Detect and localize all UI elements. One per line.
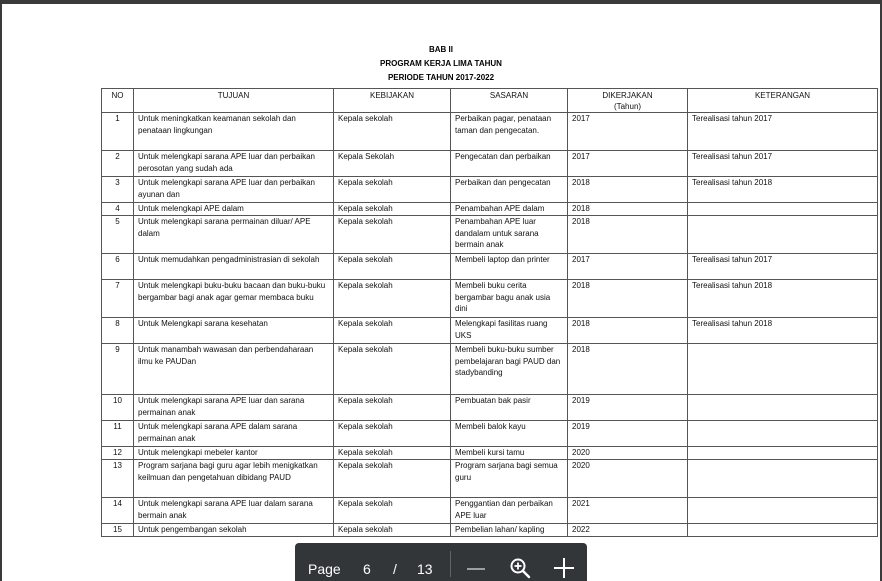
cell-tahun: 2020 bbox=[568, 447, 688, 460]
cell-kebijakan: Kepala sekolah bbox=[334, 177, 451, 203]
cell-ket: Terealisasi tahun 2018 bbox=[688, 318, 878, 344]
cell-ket bbox=[688, 421, 878, 447]
cell-sasaran: Melengkapi fasilitas ruang UKS bbox=[451, 318, 568, 344]
cell-kebijakan: Kepala sekolah bbox=[334, 113, 451, 151]
cell-tujuan: Untuk melengkapi sarana APE luar dan perbaikan perosotan yang sudah ada bbox=[134, 151, 334, 177]
col-header-dikerjakan: DIKERJAKAN (Tahun) bbox=[568, 89, 688, 113]
cell-tahun: 2018 bbox=[568, 203, 688, 216]
cell-no: 11 bbox=[102, 421, 134, 447]
cell-sasaran: Penggantian dan perbaikan APE luar bbox=[451, 498, 568, 524]
cell-tujuan: Program sarjana bagi guru agar lebih menigkatkan keilmuan dan pengetahuan dibidang PAUD bbox=[134, 460, 334, 498]
cell-sasaran: Membeli kursi tamu bbox=[451, 447, 568, 460]
cell-kebijakan: Kepala Sekolah bbox=[334, 151, 451, 177]
col-header-sasaran: SASARAN bbox=[451, 89, 568, 113]
cell-tujuan: Untuk memudahkan pengadministrasian di sekolah bbox=[134, 254, 334, 280]
table-row bbox=[102, 216, 878, 254]
cell-tujuan: Untuk Melengkapi sarana kesehatan bbox=[134, 318, 334, 344]
table-row bbox=[102, 447, 878, 460]
cell-tahun: 2019 bbox=[568, 421, 688, 447]
cell-kebijakan: Kepala sekolah bbox=[334, 460, 451, 498]
cell-kebijakan: Kepala sekolah bbox=[334, 421, 451, 447]
cell-kebijakan: Kepala sekolah bbox=[334, 216, 451, 254]
cell-no: 7 bbox=[102, 280, 134, 318]
toolbar-divider bbox=[450, 551, 451, 577]
cell-ket bbox=[688, 460, 878, 498]
chapter-title: BAB II bbox=[429, 45, 453, 54]
page-label: Page bbox=[308, 561, 341, 577]
cell-ket: Terealisasi tahun 2017 bbox=[688, 254, 878, 280]
cell-ket bbox=[688, 344, 878, 395]
cell-tahun: 2018 bbox=[568, 344, 688, 395]
table-row bbox=[102, 395, 878, 421]
cell-tujuan: Untuk melengkapi sarana APE luar dan sarana permainan anak bbox=[134, 395, 334, 421]
cell-tujuan: Untuk pengembangan sekolah bbox=[134, 524, 334, 537]
cell-ket: Terealisasi tahun 2018 bbox=[688, 177, 878, 203]
cell-no: 2 bbox=[102, 151, 134, 177]
cell-kebijakan: Kepala sekolah bbox=[334, 524, 451, 537]
cell-sasaran: Perbaikan dan pengecatan bbox=[451, 177, 568, 203]
cell-kebijakan: Kepala sekolah bbox=[334, 447, 451, 460]
table-body bbox=[102, 113, 878, 537]
col-header-no: NO bbox=[102, 89, 134, 113]
period-title: PERIODE TAHUN 2017-2022 bbox=[387, 73, 495, 82]
table-row bbox=[102, 151, 878, 177]
cell-tujuan: Untuk melengkapi sarana APE luar dalam sarana bermain anak bbox=[134, 498, 334, 524]
cell-ket bbox=[688, 447, 878, 460]
cell-no: 4 bbox=[102, 203, 134, 216]
cell-tujuan: Untuk melengkapi mebeler kantor bbox=[134, 447, 334, 460]
cell-kebijakan: Kepala sekolah bbox=[334, 318, 451, 344]
cell-no: 14 bbox=[102, 498, 134, 524]
cell-sasaran: Penambahan APE luar dandalam untuk sarana bermain anak bbox=[451, 216, 568, 254]
table-header-row bbox=[102, 89, 878, 113]
table-row bbox=[102, 177, 878, 203]
cell-kebijakan: Kepala sekolah bbox=[334, 498, 451, 524]
cell-no: 3 bbox=[102, 177, 134, 203]
cell-tahun: 2022 bbox=[568, 524, 688, 537]
cell-no: 12 bbox=[102, 447, 134, 460]
table-row bbox=[102, 203, 878, 216]
cell-no: 13 bbox=[102, 460, 134, 498]
cell-kebijakan: Kepala sekolah bbox=[334, 395, 451, 421]
program-title: PROGRAM KERJA LIMA TAHUN bbox=[380, 59, 502, 68]
cell-tujuan: Untuk meningkatkan keamanan sekolah dan penataan lingkungan bbox=[134, 113, 334, 151]
cell-ket bbox=[688, 395, 878, 421]
cell-tahun: 2018 bbox=[568, 280, 688, 318]
col-header-tujuan: TUJUAN bbox=[134, 89, 334, 113]
cell-ket: Terealisasi tahun 2017 bbox=[688, 113, 878, 151]
cell-tahun: 2021 bbox=[568, 498, 688, 524]
cell-tujuan: Untuk melengkapi buku-buku bacaan dan buku-buku bergambar bagi anak agar gemar membaca buku bbox=[134, 280, 334, 318]
cell-ket bbox=[688, 498, 878, 524]
col-header-keterangan: KETERANGAN bbox=[688, 89, 878, 113]
cell-tujuan: Untuk melengkapi sarana APE dalam sarana permainan anak bbox=[134, 421, 334, 447]
cell-kebijakan: Kepala sekolah bbox=[334, 203, 451, 216]
program-table bbox=[101, 88, 878, 537]
table-row bbox=[102, 421, 878, 447]
cell-kebijakan: Kepala sekolah bbox=[334, 344, 451, 395]
cell-sasaran: Penambahan APE dalam bbox=[451, 203, 568, 216]
cell-no: 9 bbox=[102, 344, 134, 395]
cell-tujuan: Untuk manambah wawasan dan perbendaharaan ilmu ke PAUDan bbox=[134, 344, 334, 395]
cell-ket bbox=[688, 524, 878, 537]
cell-sasaran: Membeli buku-buku sumber pembelajaran bagi PAUD dan stadybanding bbox=[451, 344, 568, 395]
document-page bbox=[2, 4, 880, 581]
cell-no: 10 bbox=[102, 395, 134, 421]
cell-sasaran: Perbaikan pagar, penataan taman dan pengecatan. bbox=[451, 113, 568, 151]
table-row bbox=[102, 498, 878, 524]
table-row bbox=[102, 460, 878, 498]
cell-tahun: 2017 bbox=[568, 254, 688, 280]
table-row bbox=[102, 318, 878, 344]
table-row bbox=[102, 113, 878, 151]
cell-sasaran: Membeli buku cerita bergambar bagu anak usia dini bbox=[451, 280, 568, 318]
cell-no: 15 bbox=[102, 524, 134, 537]
cell-ket bbox=[688, 216, 878, 254]
cell-tujuan: Untuk melengkapi sarana permainan diluar/ APE dalam bbox=[134, 216, 334, 254]
pdf-toolbar bbox=[295, 543, 587, 581]
cell-no: 1 bbox=[102, 113, 134, 151]
cell-sasaran: Pengecatan dan perbaikan bbox=[451, 151, 568, 177]
table-row bbox=[102, 254, 878, 280]
cell-kebijakan: Kepala sekolah bbox=[334, 254, 451, 280]
table-row bbox=[102, 280, 878, 318]
cell-sasaran: Membeli balok kayu bbox=[451, 421, 568, 447]
cell-ket: Terealisasi tahun 2017 bbox=[688, 151, 878, 177]
cell-tahun: 2019 bbox=[568, 395, 688, 421]
zoom-out-icon[interactable] bbox=[467, 568, 485, 570]
cell-ket bbox=[688, 203, 878, 216]
cell-tahun: 2017 bbox=[568, 151, 688, 177]
table-row bbox=[102, 524, 878, 537]
cell-tahun: 2018 bbox=[568, 177, 688, 203]
col-header-kebijakan: KEBIJAKAN bbox=[334, 89, 451, 113]
cell-sasaran: Membeli laptop dan printer bbox=[451, 254, 568, 280]
cell-no: 8 bbox=[102, 318, 134, 344]
cell-sasaran: Program sarjana bagi semua guru bbox=[451, 460, 568, 498]
cell-tahun: 2020 bbox=[568, 460, 688, 498]
cell-tujuan: Untuk melengkapi APE dalam bbox=[134, 203, 334, 216]
zoom-in-icon[interactable] bbox=[554, 558, 574, 578]
total-pages: 13 bbox=[417, 561, 433, 577]
cell-ket: Terealisasi tahun 2018 bbox=[688, 280, 878, 318]
zoom-icon[interactable] bbox=[509, 557, 531, 579]
current-page-input[interactable]: 6 bbox=[363, 561, 371, 577]
cell-sasaran: Pembelian lahan/ kapling bbox=[451, 524, 568, 537]
table-row bbox=[102, 344, 878, 395]
cell-sasaran: Pembuatan bak pasir bbox=[451, 395, 568, 421]
cell-no: 6 bbox=[102, 254, 134, 280]
page-separator: / bbox=[393, 561, 397, 577]
cell-tahun: 2017 bbox=[568, 113, 688, 151]
cell-tahun: 2018 bbox=[568, 216, 688, 254]
cell-no: 5 bbox=[102, 216, 134, 254]
cell-tujuan: Untuk melengkapi sarana APE luar dan perbaikan ayunan dan bbox=[134, 177, 334, 203]
cell-kebijakan: Kepala sekolah bbox=[334, 280, 451, 318]
cell-tahun: 2018 bbox=[568, 318, 688, 344]
